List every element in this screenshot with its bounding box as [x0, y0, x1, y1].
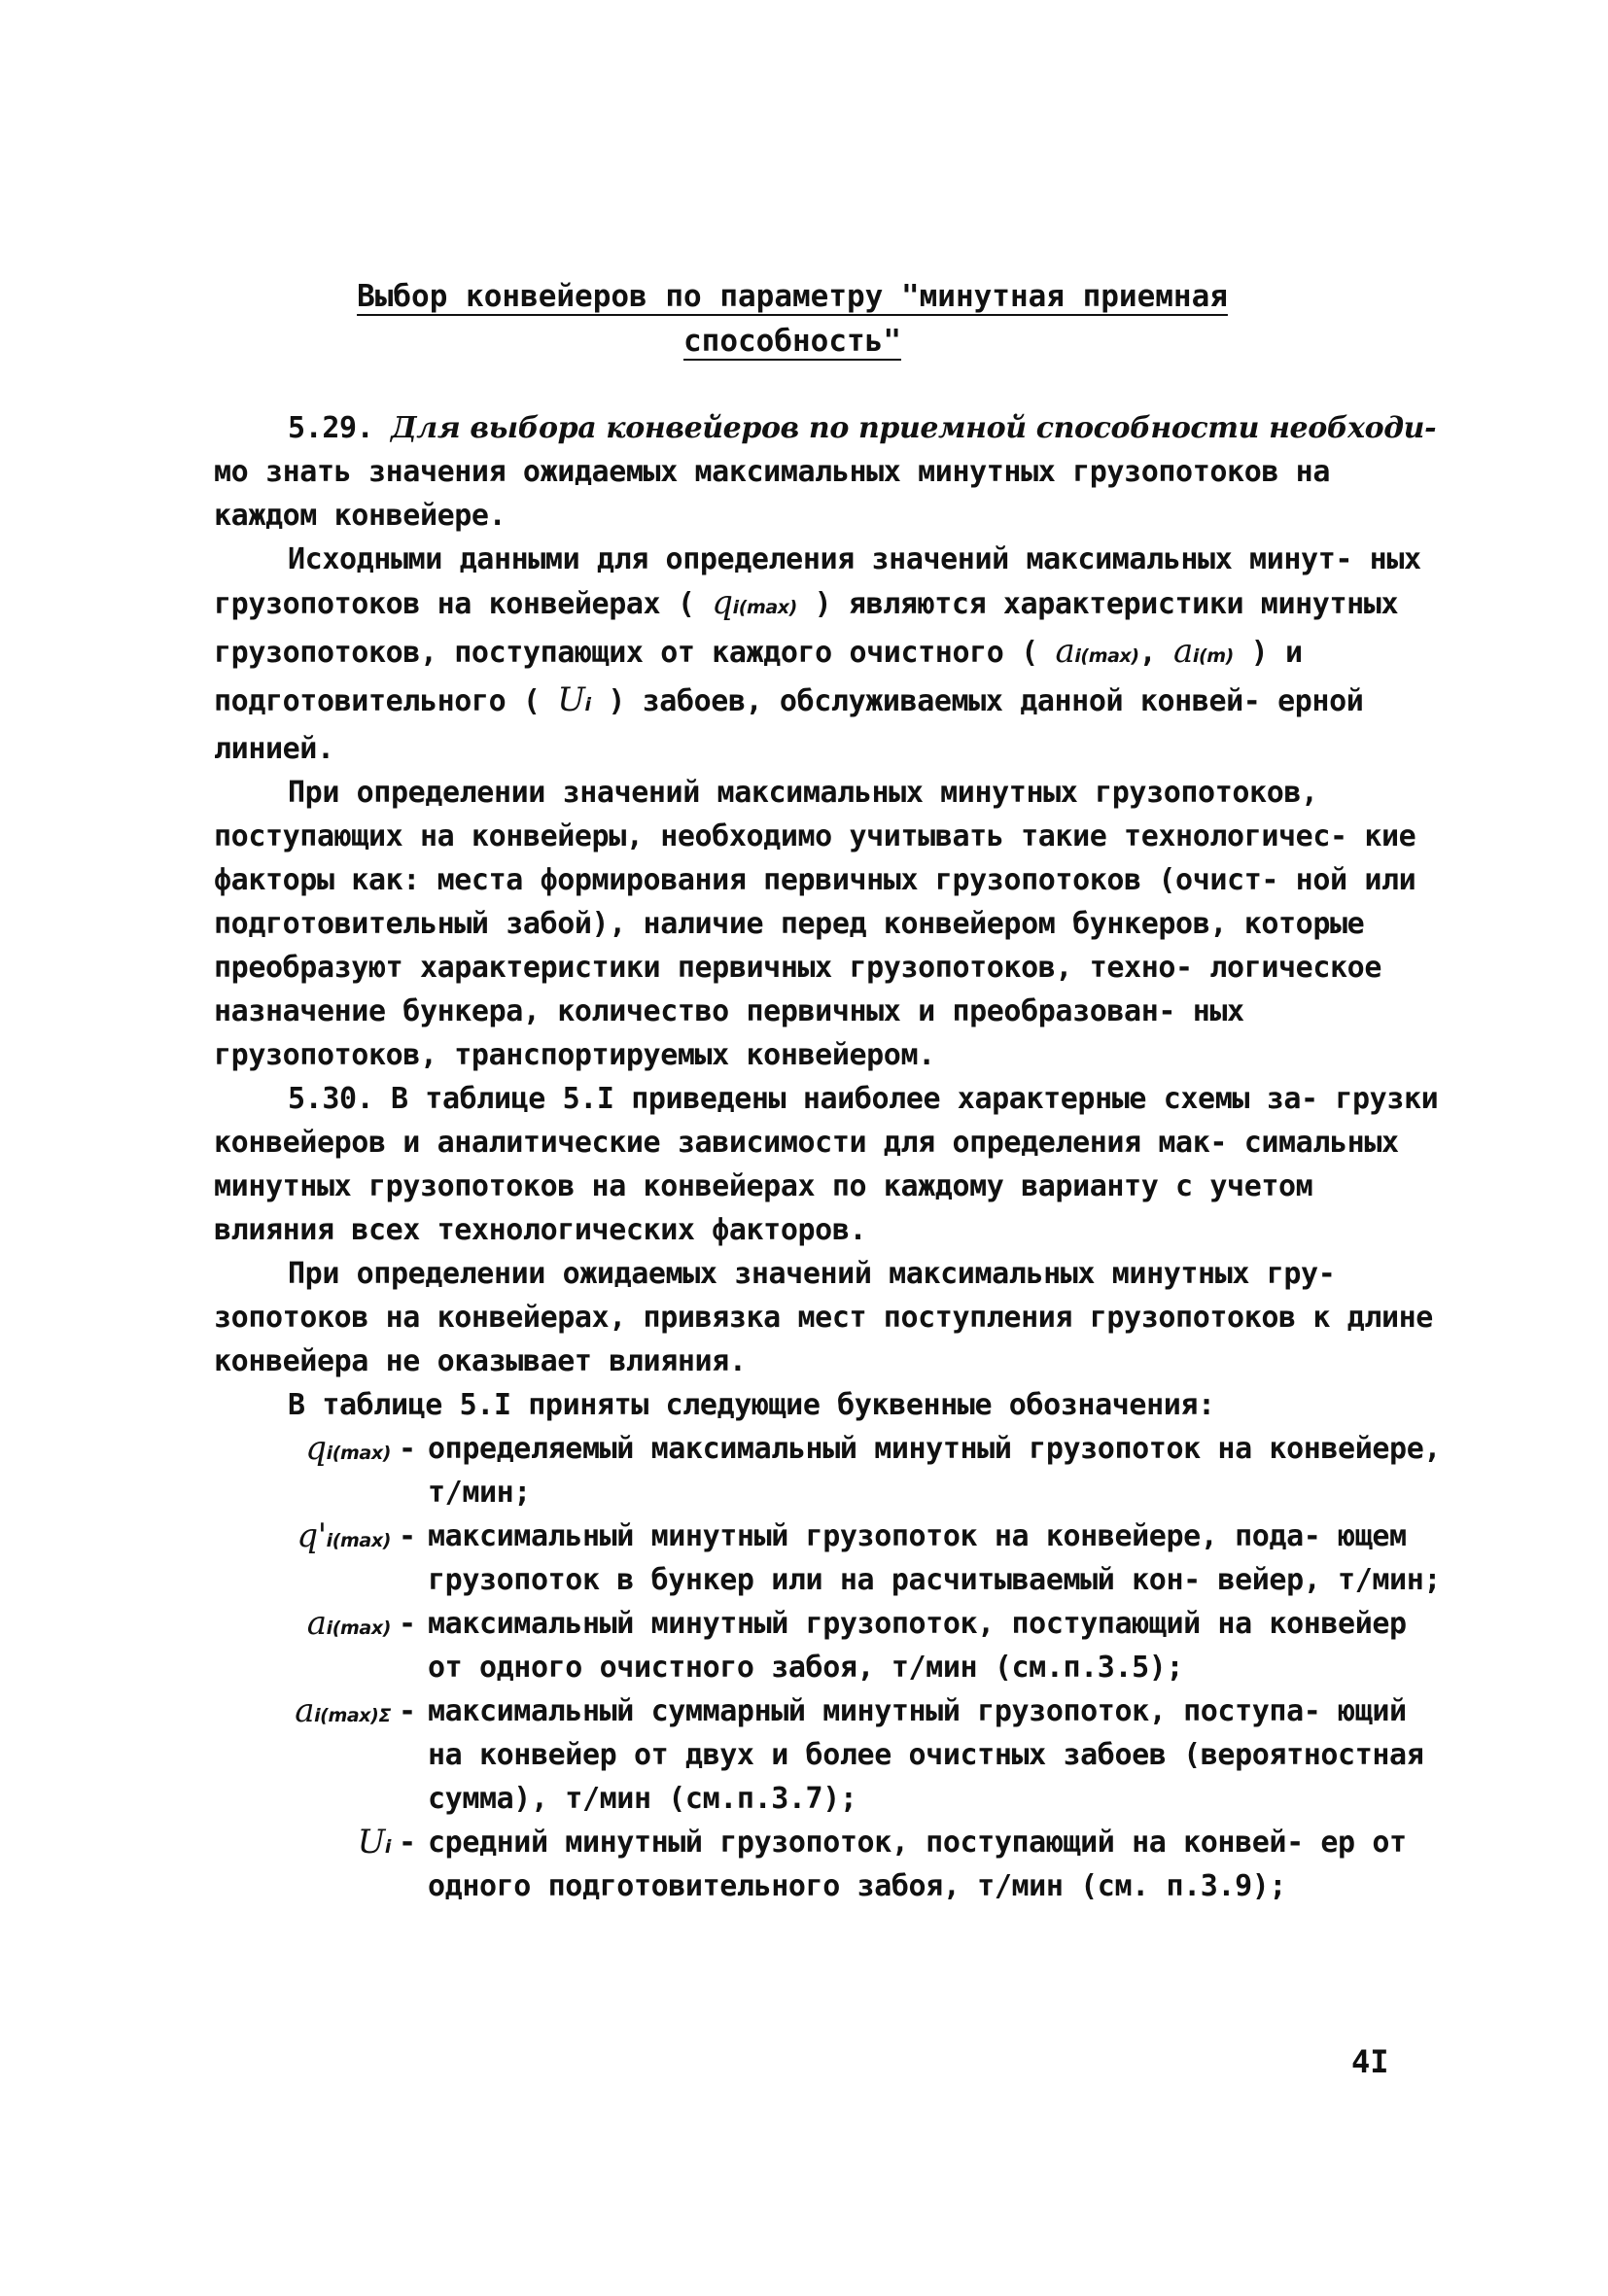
definition-text: определяемый максимальный минутный грузопоток на конвейере, т/мин; — [428, 1432, 1442, 1510]
symbol: q — [305, 1429, 327, 1468]
definition-term — [214, 1689, 399, 1738]
paragraph-factors: При определении значений максимальных минутных грузопотоков, поступающих на конвейеры, необходимо учитывать такие технологичес- кие факторы как: места формирования первичных грузопотоков (очист- ной или подготовительный забой), наличие перед конвейером бункеров, которые преобразуют характеристики первичных грузопотоков, техно- логическое назначение бункера, количество первичных и преобразован- ных грузопотоков, транспортируемых конвейером. — [214, 776, 1416, 1072]
paragraph-initial-data — [214, 538, 1444, 771]
legend-heading: В таблице 5.I приняты следующие буквенные обозначения: — [288, 1388, 1215, 1422]
symbol-subscript: i(max) — [326, 1530, 391, 1551]
symbol: a — [306, 1604, 327, 1643]
symbol-subscript: i — [384, 1836, 391, 1858]
definition-item — [214, 1821, 1444, 1908]
section-title-line1: Выбор конвейеров по параметру "минутная приемная — [357, 279, 1228, 314]
definition-term — [214, 1821, 399, 1869]
paragraph-text: ) являются характеристики минутных грузопотоков, поступающих от каждого очистного ( — [214, 587, 1399, 670]
symbol: a — [295, 1691, 315, 1730]
document-body — [214, 406, 1444, 1908]
definition-text: максимальный суммарный минутный грузопоток, поступа- ющий на конвейер от двух и более очистных забоев (вероятностная сумма), т/мин (см.п.3.7); — [428, 1694, 1424, 1816]
symbol-subscript: i(max) — [326, 1618, 391, 1639]
symbol-subscript: i(max) — [1074, 645, 1139, 667]
paragraph-text: Исходными данными для определения значений максимальных минут- ных грузопотоков на конвейерах ( — [214, 542, 1421, 621]
definition-text: максимальный минутный грузопоток на конвейере, пода- ющем грузопоток в бункер или на расчитываемый кон- вейер, т/мин; — [428, 1519, 1442, 1597]
symbol-a: a — [1173, 632, 1193, 671]
definitions-list — [214, 1427, 1444, 1908]
definition-dash: - — [399, 1826, 416, 1860]
symbol-u: U — [557, 680, 585, 719]
symbol-subscript: i(max)Σ — [314, 1705, 391, 1726]
paragraph-italic-lead: Для выбора конвейеров по приемной способности необходи- — [390, 411, 1437, 445]
paragraph-text: ) и подготовительного ( — [214, 636, 1303, 718]
paragraph-text: , — [1138, 636, 1157, 670]
definition-item — [214, 1514, 1444, 1602]
definition-term — [214, 1514, 399, 1563]
symbol-a: a — [1055, 632, 1075, 671]
definition-item — [214, 1427, 1444, 1514]
definition-term — [214, 1602, 399, 1651]
paragraph-number: 5.29. — [288, 411, 374, 445]
definition-item — [214, 1689, 1444, 1821]
definition-text: максимальный минутный грузопоток, поступающий на конвейер от одного очистного забоя, т/мин (см.п.3.5); — [428, 1607, 1407, 1685]
section-title — [233, 274, 1351, 364]
page-number: 4I — [1351, 2043, 1389, 2080]
symbol: q' — [297, 1516, 327, 1555]
paragraph-5-29 — [214, 406, 1444, 538]
definition-text: средний минутный грузопоток, поступающий на конвей- ер от одного подготовительного забоя, т/мин (см. п.3.9); — [428, 1826, 1407, 1903]
paragraph-binding: При определении ожидаемых значений максимальных минутных гру- зопотоков на конвейерах, привязка мест поступления грузопотоков к длине конвейера не оказывает влияния. — [214, 1257, 1433, 1378]
symbol-q: q — [712, 583, 733, 622]
definition-dash: - — [399, 1519, 416, 1553]
symbol-subscript: i(max) — [732, 597, 797, 618]
paragraph-text: мо знать значения ожидаемых максимальных минутных грузопотоков на каждом конвейере. — [214, 455, 1330, 533]
symbol-subscript: i(m) — [1192, 645, 1234, 667]
symbol-subscript: i(max) — [326, 1443, 391, 1464]
paragraph-text: ) забоев, обслуживаемых данной конвей- ерной линией. — [214, 684, 1364, 766]
paragraph-5-30: 5.30. В таблице 5.I приведены наиболее характерные схемы за- грузки конвейеров и аналитические зависимости для определения мак- симальных минутных грузопотоков на конвейерах по каждому варианту с учетом влияния всех технологических факторов. — [214, 1082, 1439, 1247]
definition-dash: - — [399, 1694, 416, 1728]
section-title-line2: способность" — [683, 324, 901, 359]
symbol-subscript: i — [584, 694, 591, 715]
definition-term — [214, 1427, 399, 1476]
definition-dash: - — [399, 1607, 416, 1641]
definition-dash: - — [399, 1432, 416, 1466]
definition-item — [214, 1602, 1444, 1689]
symbol: U — [357, 1823, 385, 1861]
